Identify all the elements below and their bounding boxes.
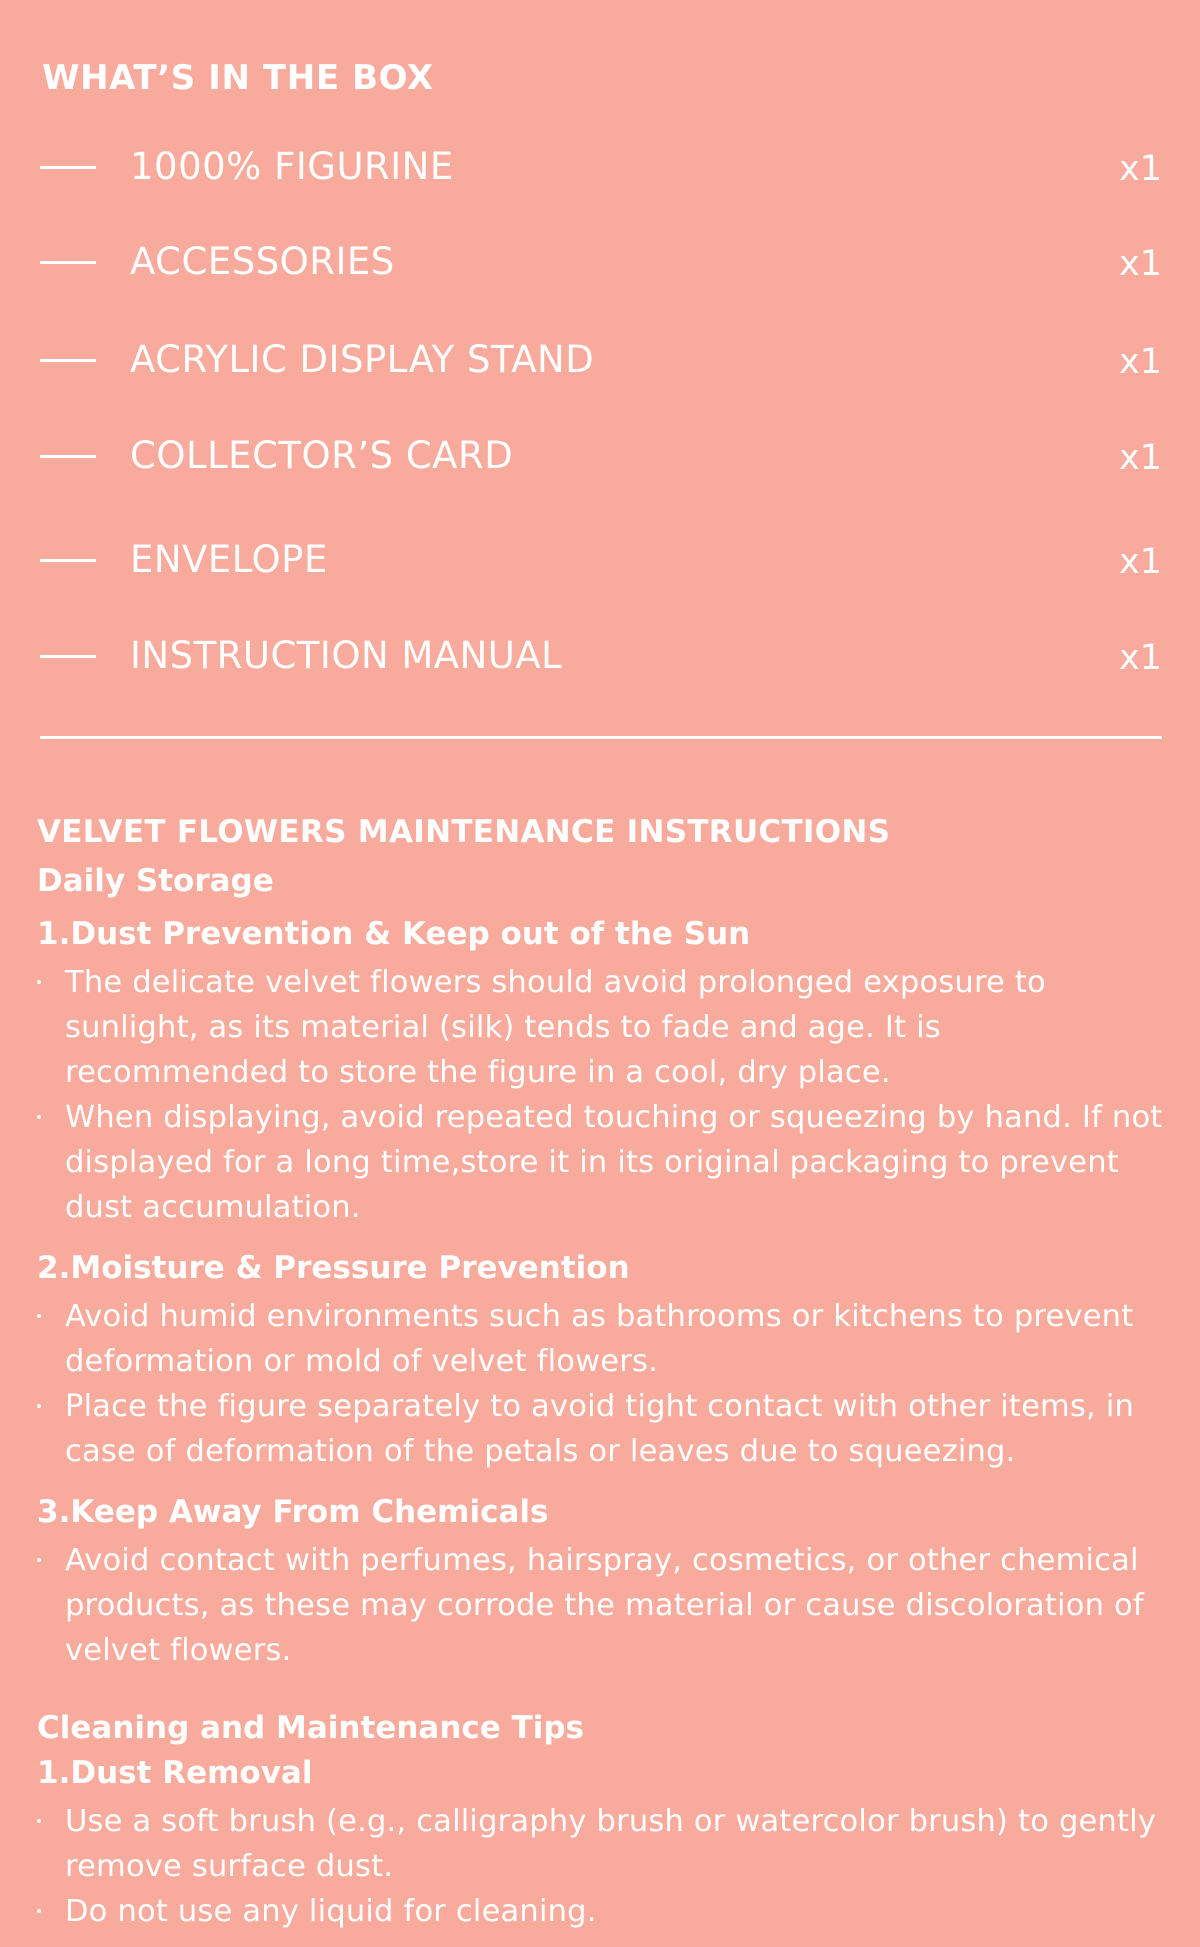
maintenance-title: VELVET FLOWERS MAINTENANCE INSTRUCTIONS	[37, 814, 891, 850]
bullet-text: Use a soft brush (e.g., calligraphy brush or watercolor brush) to gently remove surface dust.	[65, 1804, 1157, 1884]
bullet-icon	[37, 1404, 41, 1408]
box-item-name: INSTRUCTION MANUAL	[130, 634, 563, 677]
bullet-icon	[37, 1558, 41, 1562]
bullet-text: Place the figure separately to avoid tight contact with other items, in case of deformation of the petals or leaves due to squeezing.	[65, 1389, 1135, 1469]
box-item-qty: x1	[1119, 542, 1162, 582]
bullet-text: Do not use any liquid for cleaning.	[65, 1894, 597, 1929]
list-item	[37, 1384, 1167, 1474]
box-item-name: ACCESSORIES	[130, 240, 395, 283]
bullet-text: The delicate velvet flowers should avoid prolonged exposure to sunlight, as its material (silk) tends to fade and age. It is recommended to store the figure in a cool, dry place.	[65, 965, 1046, 1090]
bullet-list	[37, 1294, 1167, 1474]
box-item	[40, 432, 1162, 480]
maintenance-section	[37, 808, 1167, 1934]
list-item	[37, 1294, 1167, 1384]
box-item-qty: x1	[1119, 638, 1162, 678]
section-divider	[40, 736, 1162, 739]
point-heading: 2.Moisture & Pressure Prevention	[37, 1250, 630, 1286]
point-heading: 1.Dust Prevention & Keep out of the Sun	[37, 916, 751, 952]
dash-icon	[40, 166, 96, 169]
box-title: WHAT’S IN THE BOX	[42, 58, 434, 98]
box-item	[40, 143, 1162, 191]
dash-icon	[40, 455, 96, 458]
list-item	[37, 1538, 1167, 1673]
bullet-icon	[37, 980, 41, 984]
box-item	[40, 536, 1162, 584]
bullet-icon	[37, 1819, 41, 1823]
dash-icon	[40, 559, 96, 562]
list-item	[37, 960, 1167, 1095]
box-item-name: COLLECTOR’S CARD	[130, 434, 514, 477]
bullet-list	[37, 960, 1167, 1230]
box-item-qty: x1	[1119, 149, 1162, 189]
daily-storage-heading: Daily Storage	[37, 863, 274, 899]
box-item-qty: x1	[1119, 438, 1162, 478]
dash-icon	[40, 359, 96, 362]
list-item	[37, 1889, 1167, 1934]
bullet-icon	[37, 1314, 41, 1318]
box-item	[40, 632, 1162, 680]
cleaning-heading: Cleaning and Maintenance Tips	[37, 1710, 585, 1746]
list-item	[37, 1799, 1167, 1889]
box-item-qty: x1	[1119, 244, 1162, 284]
bullet-list	[37, 1538, 1167, 1673]
point-heading: 1.Dust Removal	[37, 1755, 313, 1791]
bullet-list	[37, 1799, 1167, 1934]
box-item-qty: x1	[1119, 342, 1162, 382]
box-item-name: ACRYLIC DISPLAY STAND	[130, 338, 595, 381]
box-item	[40, 238, 1162, 286]
point-heading: 3.Keep Away From Chemicals	[37, 1494, 549, 1530]
list-item	[37, 1095, 1167, 1230]
box-item-name: 1000% FIGURINE	[130, 145, 454, 188]
box-item	[40, 336, 1162, 384]
box-item-name: ENVELOPE	[130, 538, 328, 581]
bullet-icon	[37, 1909, 41, 1913]
dash-icon	[40, 261, 96, 264]
bullet-icon	[37, 1115, 41, 1119]
bullet-text: Avoid contact with perfumes, hairspray, cosmetics, or other chemical products, as these may corrode the material or cause discoloration of velvet flowers.	[65, 1543, 1144, 1668]
dash-icon	[40, 655, 96, 658]
bullet-text: When displaying, avoid repeated touching or squeezing by hand. If not displayed for a long time,store it in its original packaging to prevent dust accumulation.	[65, 1100, 1163, 1225]
bullet-text: Avoid humid environments such as bathrooms or kitchens to prevent deformation or mold of velvet flowers.	[65, 1299, 1134, 1379]
